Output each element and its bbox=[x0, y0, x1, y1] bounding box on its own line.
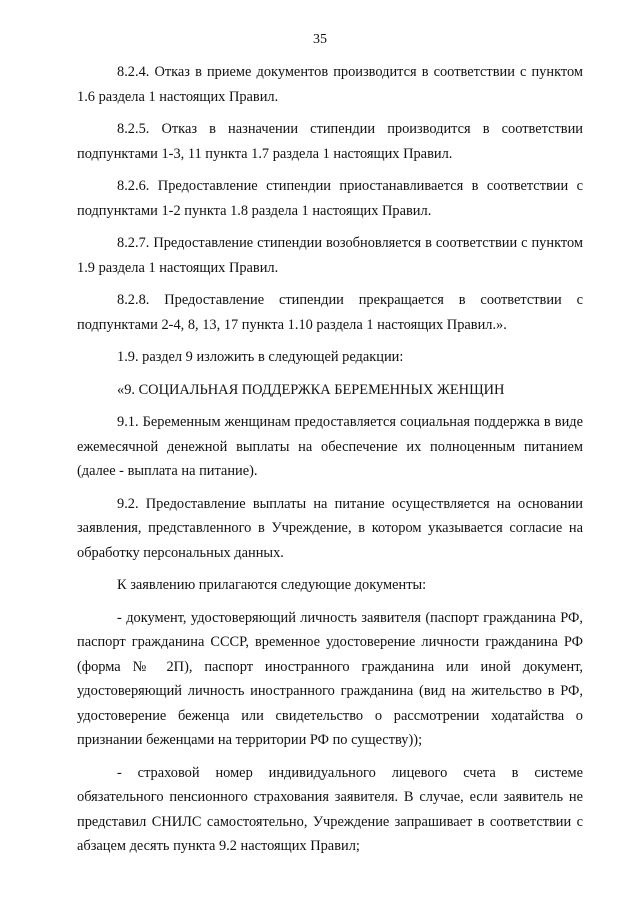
paragraph-8-2-4: 8.2.4. Отказ в приеме документов производится в соответствии с пунктом 1.6 раздела 1 настоящих Правил. bbox=[77, 64, 583, 105]
paragraph-8-2-7: 8.2.7. Предоставление стипендии возобновляется в соответствии с пунктом 1.9 раздела 1 настоящих Правил. bbox=[77, 235, 583, 276]
paragraph-8-2-6: 8.2.6. Предоставление стипендии приостанавливается в соответствии с подпунктами 1-2 пункта 1.8 раздела 1 настоящих Правил. bbox=[77, 178, 583, 219]
page-number: 35 bbox=[313, 32, 327, 47]
document-body bbox=[77, 60, 583, 867]
list-item-snils: - страховой номер индивидуального лицевого счета в системе обязательного пенсионного страхования заявителя. В случае, если заявитель не представил СНИЛС самостоятельно, Учреждение запрашивает в соответствии с абзацем десять пункта 9.2 настоящих Правил; bbox=[77, 764, 583, 854]
paragraph-attachments-intro: К заявлению прилагаются следующие документы: bbox=[117, 577, 427, 593]
paragraph-9-1: 9.1. Беременным женщинам предоставляется социальная поддержка в виде ежемесячной денежной выплаты на обеспечение их полноценным питанием (далее - выплата на питание). bbox=[77, 414, 583, 479]
paragraph-9-2: 9.2. Предоставление выплаты на питание осуществляется на основании заявления, представленного в Учреждение, в котором указывается согласие на обработку персональных данных. bbox=[77, 495, 583, 561]
paragraph-8-2-5: 8.2.5. Отказ в назначении стипендии производится в соответствии подпунктами 1-3, 11 пункта 1.7 раздела 1 настоящих Правил. bbox=[77, 121, 583, 162]
list-item-identity-document: - документ, удостоверяющий личность заявителя (паспорт гражданина РФ, паспорт гражданина СССР, временное удостоверение личности гражданина РФ (форма № 2П), паспорт иностранного гражданина или иной документ, удостоверяющий личность иностранного гражданина (вид на жительство в РФ, удостоверение беженца или свидетельство о рассмотрении ходатайства о признании беженцами на территории РФ по существу)); bbox=[77, 609, 583, 748]
section-heading: «9. СОЦИАЛЬНАЯ ПОДДЕРЖКА БЕРЕМЕННЫХ ЖЕНЩИН bbox=[117, 381, 505, 398]
paragraph-1-9: 1.9. раздел 9 изложить в следующей редакции: bbox=[117, 349, 404, 365]
paragraph-8-2-8: 8.2.8. Предоставление стипендии прекращается в соответствии с подпунктами 2-4, 8, 13, 17 пункта 1.10 раздела 1 настоящих Правил.». bbox=[77, 292, 583, 333]
